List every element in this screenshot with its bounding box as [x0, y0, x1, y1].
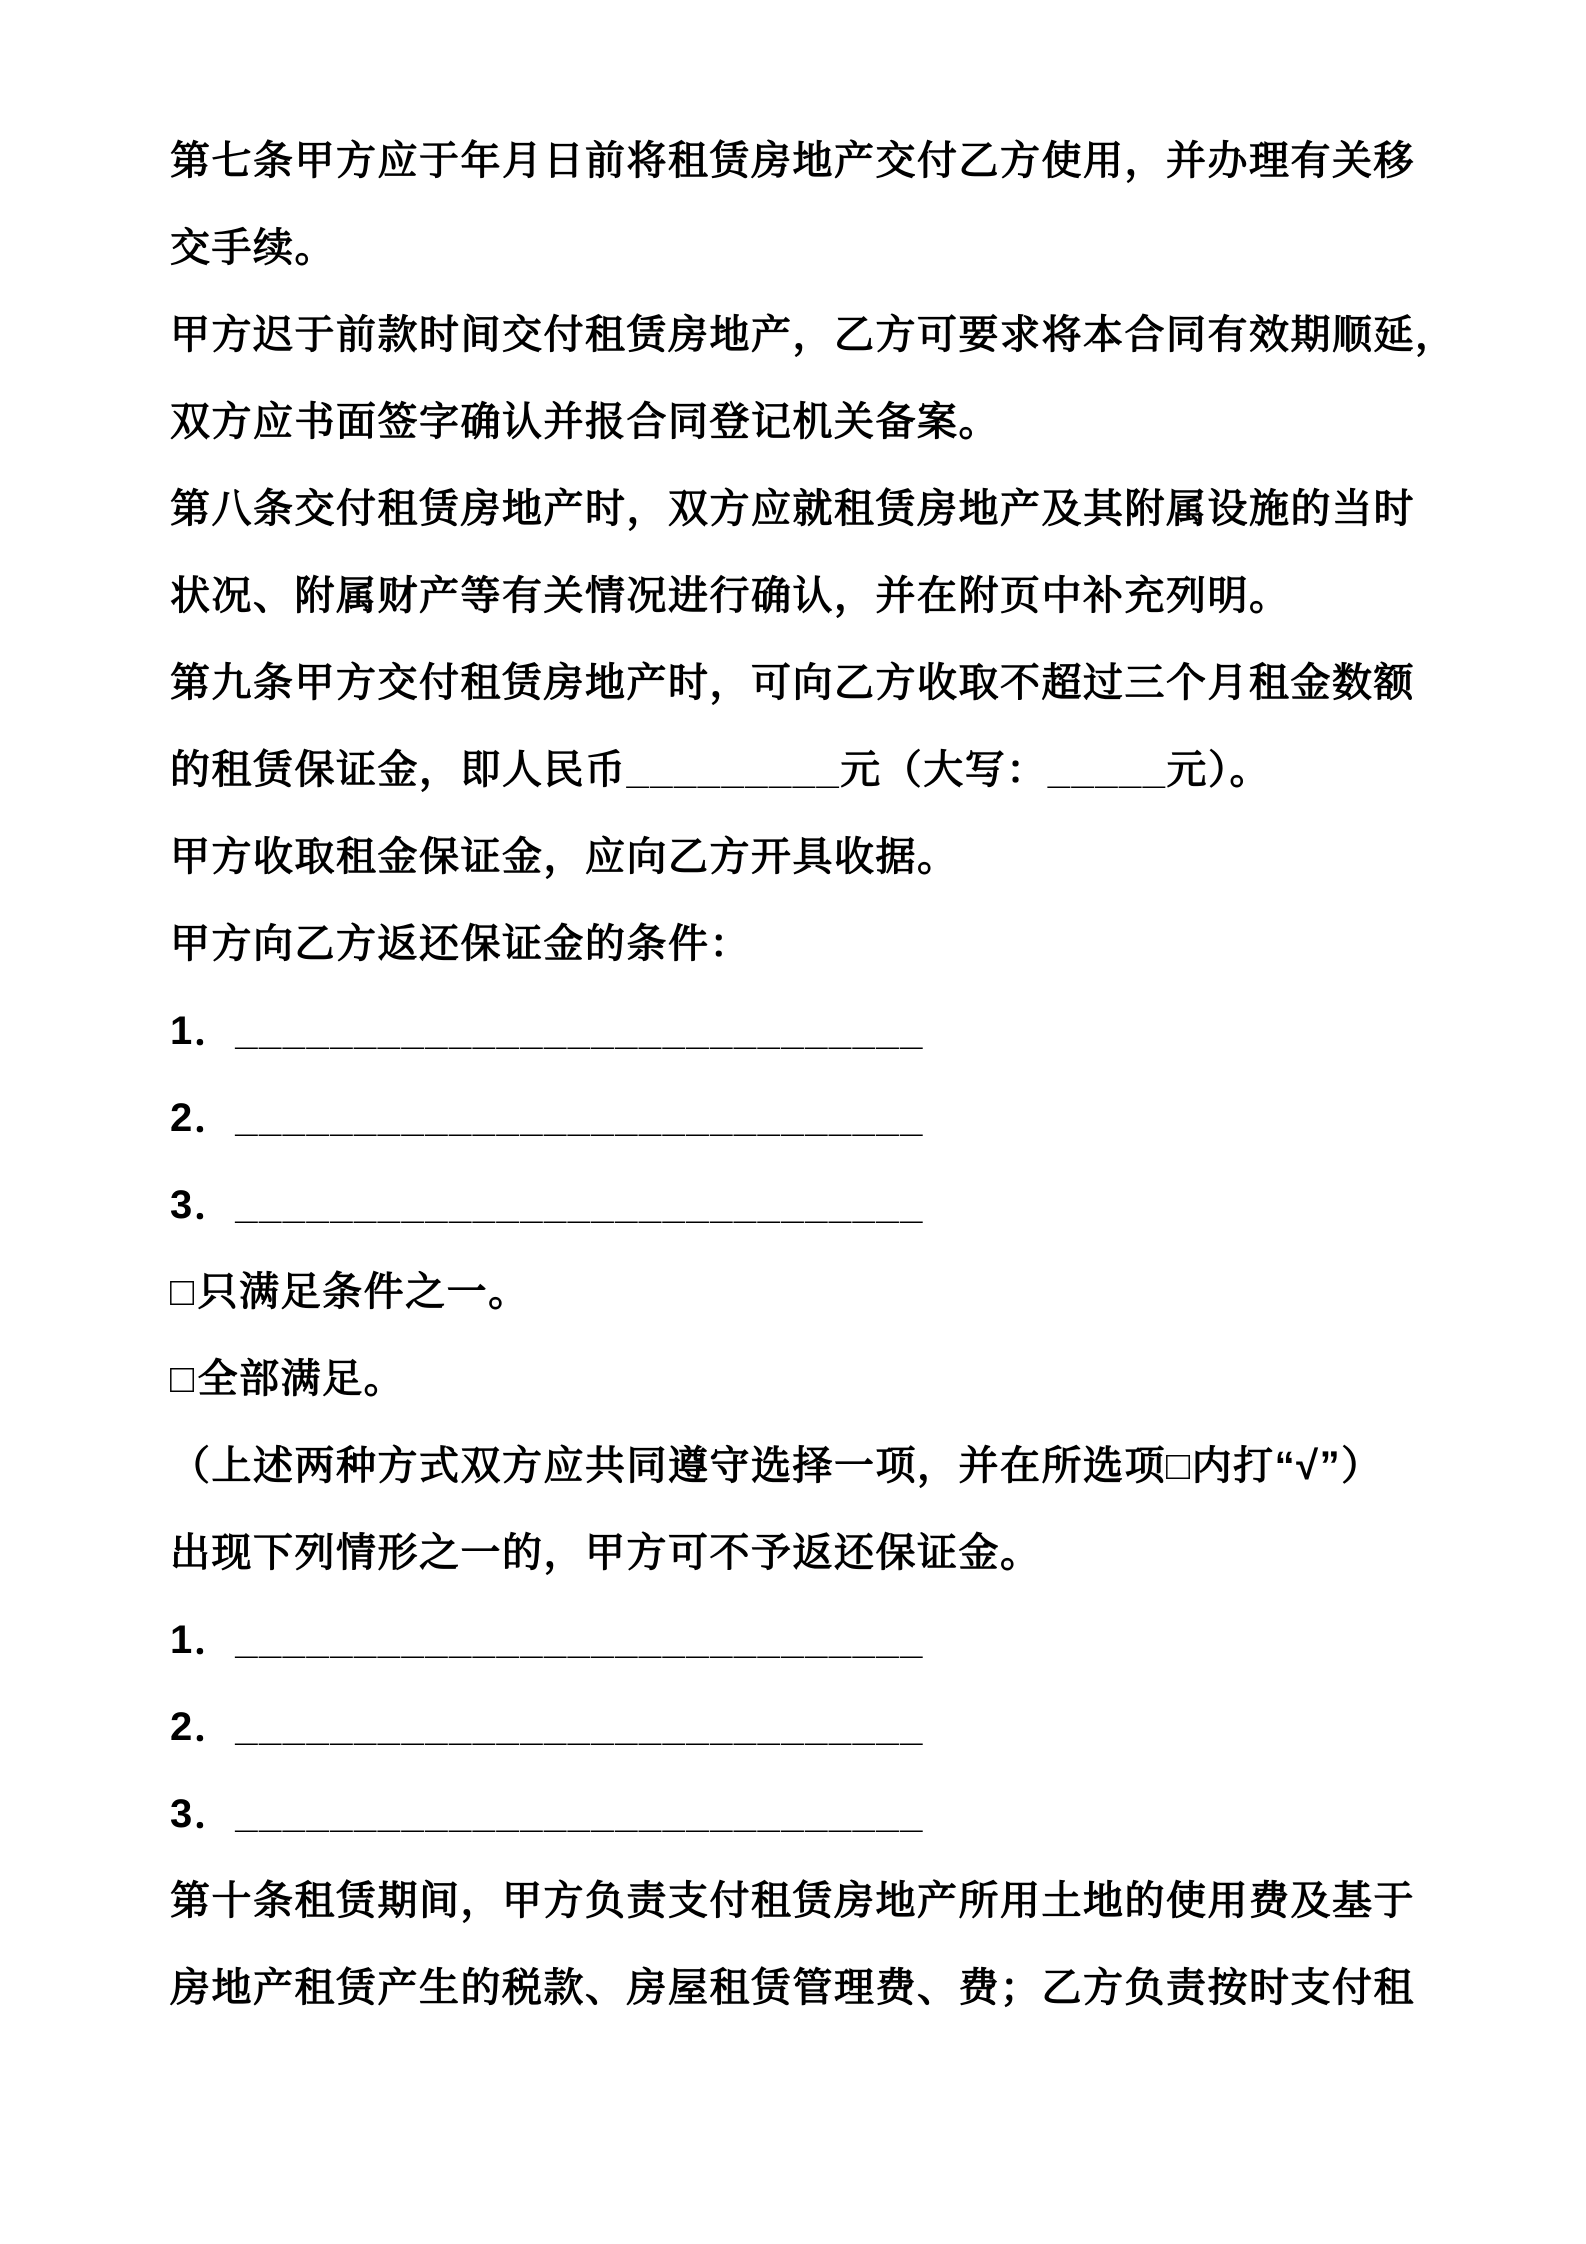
clause-7-line-1: 第七条甲方应于年月日前将租赁房地产交付乙方使用，并办理有关移 — [170, 139, 1415, 183]
clause-7-delay-line-1: 甲方迟于前款时间交付租赁房地产，乙方可要求将本合同有效期顺延， — [170, 313, 1457, 357]
forfeit-blank-line-2: 2．_____________________________ — [170, 1705, 924, 1749]
deposit-receipt-line: 甲方收取租金保证金，应向乙方开具收据。 — [170, 835, 959, 879]
clause-8-line-1: 第八条交付租赁房地产时，双方应就租赁房地产及其附属设施的当时 — [170, 487, 1415, 531]
clause-9-deposit-blank-line: 的租赁保证金，即人民币_________元（大写：_____元）。 — [170, 748, 1271, 792]
deposit-return-option-only-one — [170, 1249, 1432, 1336]
option-only-one-label: 只满足条件之一。 — [197, 1270, 530, 1314]
condition-blank-line-2: 2．_____________________________ — [170, 1096, 924, 1140]
checkbox-icon: □ — [170, 1270, 196, 1314]
contract-body — [170, 118, 1457, 2032]
forfeit-blank-line-1: 1．_____________________________ — [170, 1618, 924, 1662]
clause-9-line-1: 第九条甲方交付租赁房地产时，可向乙方收取不超过三个月租金数额 — [170, 661, 1415, 705]
condition-blank-line-3: 3．_____________________________ — [170, 1183, 924, 1227]
condition-blank-line-1: 1．_____________________________ — [170, 1009, 924, 1053]
checkbox-icon: □ — [170, 1357, 196, 1401]
clause-10-line-1: 第十条租赁期间，甲方负责支付租赁房地产所用土地的使用费及基于 — [170, 1879, 1415, 1923]
return-conditions-heading: 甲方向乙方返还保证金的条件： — [170, 922, 751, 966]
forfeit-blank-line-3: 3．_____________________________ — [170, 1792, 924, 1836]
clause-8-line-2: 状况、附属财产等有关情况进行确认，并在附页中补充列明。 — [170, 574, 1291, 618]
option-all-label: 全部满足。 — [197, 1357, 406, 1401]
selection-note-line: （上述两种方式双方应共同遵守选择一项，并在所选项□内打“√”） — [170, 1444, 1383, 1488]
forfeit-intro-line: 出现下列情形之一的，甲方可不予返还保证金。 — [170, 1531, 1042, 1575]
clause-10-line-2: 房地产租赁产生的税款、房屋租赁管理费、费；乙方负责按时支付租 — [170, 1966, 1415, 2010]
clause-7-line-2: 交手续。 — [170, 226, 336, 270]
clause-7-delay-line-2: 双方应书面签字确认并报合同登记机关备案。 — [170, 400, 1000, 444]
deposit-return-option-all — [170, 1336, 1432, 1423]
